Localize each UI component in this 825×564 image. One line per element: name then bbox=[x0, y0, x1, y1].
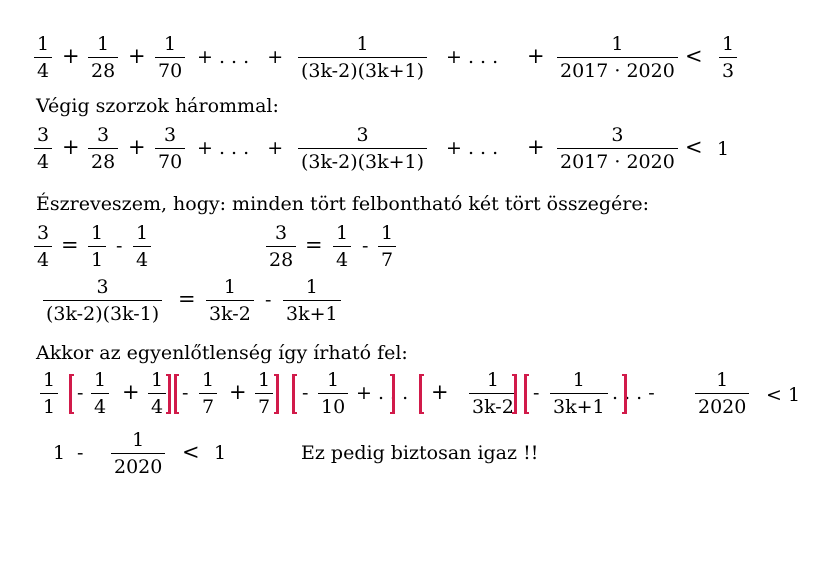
numerator: 3 bbox=[96, 276, 109, 298]
equals-sign: = bbox=[61, 233, 79, 257]
left-bracket bbox=[419, 374, 424, 414]
denominator: 70 bbox=[158, 151, 183, 173]
numerator: 1 bbox=[572, 369, 585, 391]
numerator: 1 bbox=[327, 369, 340, 391]
right-bracket bbox=[166, 374, 171, 414]
minus-sign: - bbox=[533, 382, 540, 404]
ellipsis: + . . . bbox=[446, 137, 499, 159]
fraction bbox=[255, 369, 273, 418]
fraction bbox=[148, 369, 166, 418]
numerator: 1 bbox=[356, 33, 369, 55]
ellipsis-plus: + . . . + bbox=[197, 46, 284, 68]
denominator: (3k-2)(3k-1) bbox=[46, 303, 160, 325]
ellipsis-plus: + . . . bbox=[356, 382, 409, 404]
denominator: 1 bbox=[91, 249, 104, 271]
text-line: Végig szorzok hárommal: bbox=[36, 95, 279, 117]
numerator: 1 bbox=[258, 369, 271, 391]
denominator: 2017 · 2020 bbox=[560, 60, 675, 82]
conclusion-text: Ez pedig biztosan igaz !! bbox=[301, 442, 539, 464]
fraction bbox=[695, 369, 749, 418]
less-than-sign: < bbox=[685, 135, 703, 159]
denominator: 4 bbox=[136, 249, 149, 271]
numerator: 1 bbox=[611, 33, 624, 55]
fraction bbox=[43, 276, 162, 325]
numerator: 3 bbox=[37, 124, 50, 146]
minus-sign: - bbox=[265, 289, 272, 311]
fraction bbox=[88, 33, 118, 82]
equals-sign: = bbox=[178, 287, 196, 311]
right-bracket bbox=[512, 374, 517, 414]
fraction bbox=[469, 369, 517, 418]
denominator: 4 bbox=[94, 396, 107, 418]
numerator: 1 bbox=[722, 33, 735, 55]
numerator: 3 bbox=[97, 124, 110, 146]
numerator: 3 bbox=[611, 124, 624, 146]
plus-sign: + bbox=[229, 380, 247, 404]
fraction bbox=[298, 124, 427, 173]
right-hand-side: 1 bbox=[717, 138, 730, 160]
minus-sign: - bbox=[77, 442, 84, 464]
fraction bbox=[34, 222, 52, 271]
fraction bbox=[155, 33, 185, 82]
left-bracket bbox=[524, 374, 529, 414]
denominator: 4 bbox=[37, 151, 50, 173]
denominator: 7 bbox=[258, 396, 271, 418]
numerator: 1 bbox=[94, 369, 107, 391]
numerator: 1 bbox=[164, 33, 177, 55]
fraction bbox=[298, 33, 427, 82]
numerator: 1 bbox=[37, 33, 50, 55]
plus-sign: + bbox=[128, 135, 146, 159]
numerator: 1 bbox=[202, 369, 215, 391]
fraction bbox=[40, 369, 58, 418]
fraction bbox=[318, 369, 348, 418]
denominator: 4 bbox=[151, 396, 164, 418]
fraction bbox=[88, 124, 118, 173]
left-bracket bbox=[69, 374, 74, 414]
plus-sign: + bbox=[431, 380, 449, 404]
fraction bbox=[206, 276, 254, 325]
numerator: 1 bbox=[716, 369, 729, 391]
denominator: 70 bbox=[158, 60, 183, 82]
right-bracket bbox=[390, 374, 395, 414]
plus-sign: + bbox=[62, 135, 80, 159]
numerator: 1 bbox=[336, 222, 349, 244]
fraction bbox=[719, 33, 737, 82]
fraction bbox=[155, 124, 185, 173]
numerator: 3 bbox=[164, 124, 177, 146]
denominator: (3k-2)(3k+1) bbox=[301, 151, 425, 173]
denominator: 28 bbox=[91, 151, 116, 173]
numerator: 3 bbox=[275, 222, 288, 244]
numerator: 1 bbox=[43, 369, 56, 391]
fraction bbox=[34, 124, 52, 173]
minus-sign: - bbox=[362, 235, 369, 257]
fraction bbox=[133, 222, 151, 271]
denominator: 3k-2 bbox=[209, 303, 251, 325]
minus-sign: - bbox=[302, 382, 309, 404]
denominator: 28 bbox=[91, 60, 116, 82]
ellipsis: + . . . bbox=[446, 46, 499, 68]
less-than-one: < 1 bbox=[766, 384, 801, 406]
ellipsis-plus: + . . . + bbox=[197, 137, 284, 159]
left-bracket bbox=[174, 374, 179, 414]
minus-sign: - bbox=[77, 382, 84, 404]
denominator: (3k-2)(3k+1) bbox=[301, 60, 425, 82]
denominator: 3k+1 bbox=[286, 303, 338, 325]
denominator: 2020 bbox=[114, 456, 163, 478]
numerator: 3 bbox=[356, 124, 369, 146]
denominator: 2017 · 2020 bbox=[560, 151, 675, 173]
fraction bbox=[199, 369, 217, 418]
denominator: 3 bbox=[722, 60, 735, 82]
minus-sign: - bbox=[116, 235, 123, 257]
fraction bbox=[550, 369, 608, 418]
denominator: 3k+1 bbox=[553, 396, 605, 418]
fraction bbox=[34, 33, 52, 82]
less-than-sign: < bbox=[182, 440, 200, 464]
denominator: 4 bbox=[37, 60, 50, 82]
numerator: 1 bbox=[486, 369, 499, 391]
number-one: 1 bbox=[53, 442, 66, 464]
ellipsis-minus: . . . - bbox=[612, 382, 655, 404]
minus-sign: - bbox=[182, 382, 189, 404]
denominator: 3k-2 bbox=[472, 396, 514, 418]
denominator: 10 bbox=[321, 396, 346, 418]
denominator: 4 bbox=[336, 249, 349, 271]
numerator: 1 bbox=[151, 369, 164, 391]
less-than-sign: < bbox=[685, 44, 703, 68]
denominator: 4 bbox=[37, 249, 50, 271]
fraction bbox=[378, 222, 396, 271]
numerator: 1 bbox=[136, 222, 149, 244]
right-bracket bbox=[622, 374, 627, 414]
right-hand-side: 1 bbox=[214, 442, 227, 464]
denominator: 7 bbox=[381, 249, 394, 271]
fraction bbox=[266, 222, 296, 271]
equals-sign: = bbox=[305, 233, 323, 257]
fraction bbox=[111, 429, 165, 478]
denominator: 1 bbox=[43, 396, 56, 418]
fraction bbox=[88, 222, 106, 271]
numerator: 1 bbox=[97, 33, 110, 55]
numerator: 1 bbox=[305, 276, 318, 298]
denominator: 2020 bbox=[698, 396, 747, 418]
fraction bbox=[557, 124, 678, 173]
fraction bbox=[283, 276, 341, 325]
numerator: 1 bbox=[223, 276, 236, 298]
right-bracket bbox=[274, 374, 279, 414]
fraction bbox=[91, 369, 109, 418]
numerator: 1 bbox=[132, 429, 145, 451]
denominator: 7 bbox=[202, 396, 215, 418]
numerator: 1 bbox=[381, 222, 394, 244]
left-bracket bbox=[292, 374, 297, 414]
numerator: 1 bbox=[91, 222, 104, 244]
denominator: 28 bbox=[269, 249, 294, 271]
plus-sign: + bbox=[128, 44, 146, 68]
numerator: 3 bbox=[37, 222, 50, 244]
text-line: Akkor az egyenlőtlenség így írható fel: bbox=[36, 342, 408, 364]
fraction bbox=[557, 33, 678, 82]
plus-sign: + bbox=[62, 44, 80, 68]
fraction bbox=[333, 222, 351, 271]
text-line: Észreveszem, hogy: minden tört felbontható két tört összegére: bbox=[36, 193, 649, 215]
plus-sign: + bbox=[527, 44, 545, 68]
plus-sign: + bbox=[122, 380, 140, 404]
plus-sign: + bbox=[527, 135, 545, 159]
